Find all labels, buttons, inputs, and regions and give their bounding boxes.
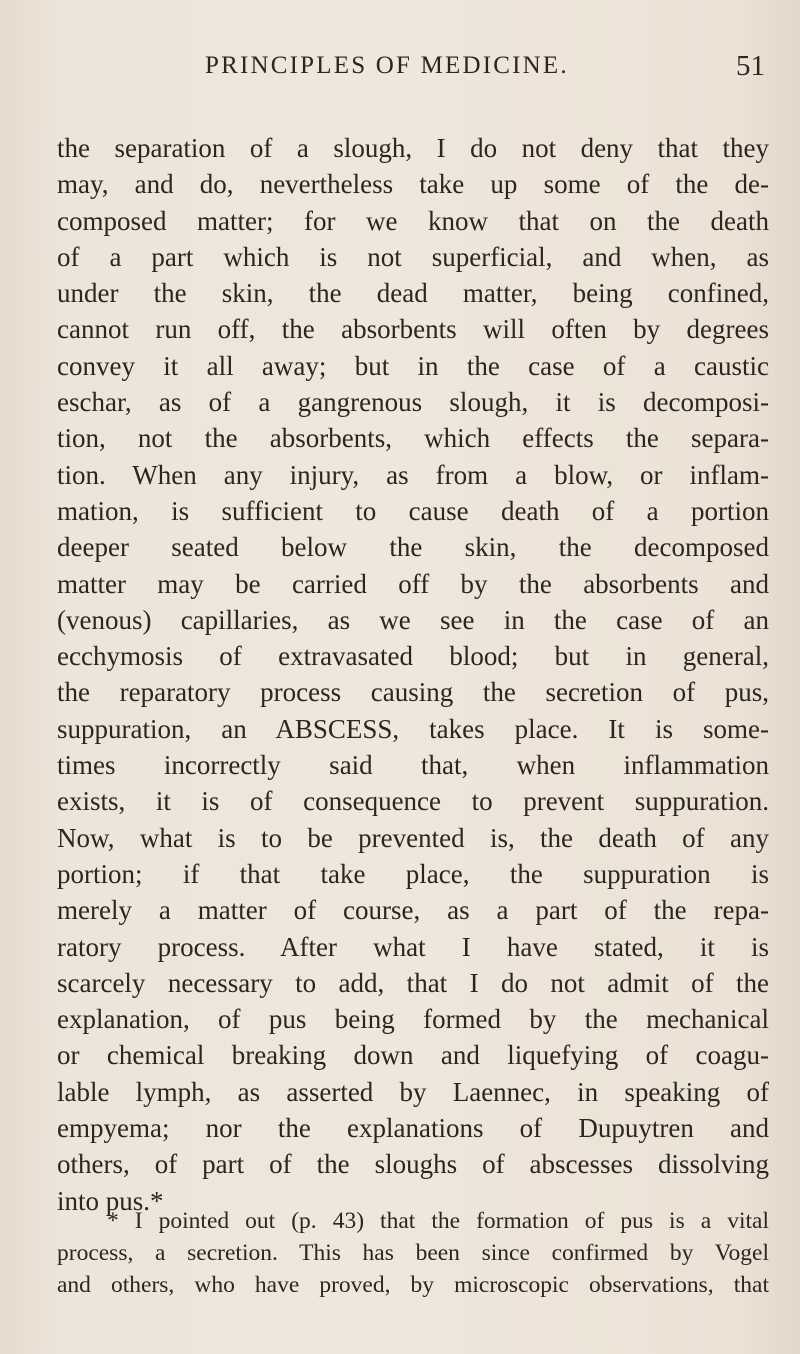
body-line: others, of part of the sloughs of abscesses dissolving <box>57 1149 769 1180</box>
body-line: Now, what is to be prevented is, the death of any <box>57 822 769 853</box>
body-line: explanation, of pus being formed by the mechanical <box>57 1004 769 1035</box>
footnote <box>57 1205 769 1301</box>
body-line: mation, is sufficient to cause death of a portion <box>57 495 769 526</box>
body-line: times incorrectly said that, when inflammation <box>57 750 769 781</box>
body-line: exists, it is of consequence to prevent suppuration. <box>57 786 769 817</box>
body-line: (venous) capillaries, as we see in the case of an <box>57 604 769 635</box>
body-line: the separation of a slough, I do not deny that they <box>57 133 769 163</box>
body-line: into pus.* <box>57 1185 164 1216</box>
body-line: empyema; nor the explanations of Dupuytren and <box>57 1113 769 1144</box>
body-line: may, and do, nevertheless take up some of the de- <box>57 169 769 200</box>
body-line: matter may be carried off by the absorbents and <box>57 568 769 599</box>
body-line: composed matter; for we know that on the death <box>57 205 769 236</box>
body-line: merely a matter of course, as a part of the repa- <box>57 895 769 926</box>
body-line: tion, not the absorbents, which effects the separa- <box>57 423 769 454</box>
body-line: ecchymosis of extravasated blood; but in general, <box>57 641 769 672</box>
body-line: tion. When any injury, as from a blow, or inflam- <box>57 459 769 490</box>
footnote-line: process, a secretion. This has been since confirmed by Vogel <box>57 1240 769 1266</box>
body-line: the reparatory process causing the secretion of pus, <box>57 677 769 708</box>
running-head <box>0 52 800 92</box>
running-title: PRINCIPLES OF MEDICINE. <box>205 52 569 79</box>
body-line: eschar, as of a gangrenous slough, it is decomposi- <box>57 387 769 418</box>
body-line: of a part which is not superficial, and when, as <box>57 241 769 272</box>
footnote-line: * I pointed out (p. 43) that the formation of pus is a vital <box>107 1208 769 1234</box>
body-line: suppuration, an ABSCESS, takes place. It is some- <box>57 713 769 744</box>
body-line: portion; if that take place, the suppuration is <box>57 858 769 889</box>
footnote-line: and others, who have proved, by microscopic observations, that <box>57 1272 769 1298</box>
body-line: lable lymph, as asserted by Laennec, in speaking of <box>57 1076 769 1107</box>
body-line: or chemical breaking down and liquefying of coagu- <box>57 1040 769 1071</box>
page-number: 51 <box>736 50 765 82</box>
body-line: deeper seated below the skin, the decomposed <box>57 532 769 563</box>
body-text <box>57 130 769 1219</box>
body-line: convey it all away; but in the case of a caustic <box>57 350 769 381</box>
body-line: scarcely necessary to add, that I do not admit of the <box>57 967 769 998</box>
body-line: ratory process. After what I have stated, it is <box>57 931 769 962</box>
body-line: under the skin, the dead matter, being confined, <box>57 278 769 309</box>
body-line: cannot run off, the absorbents will often by degrees <box>57 314 769 345</box>
